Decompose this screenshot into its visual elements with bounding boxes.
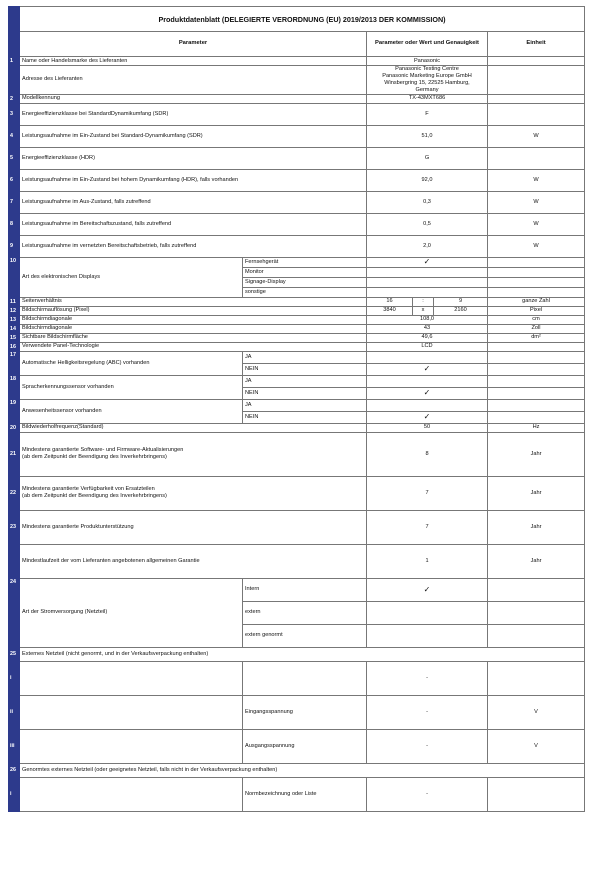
row-label: Sichtbare Bildschirmfläche bbox=[20, 333, 367, 342]
table-row: 7 Leistungsaufnahme im Aus-Zustand, falls zutreffend 0,3 W bbox=[9, 191, 585, 213]
table-row: 14 Bildschirmdiagonale 43 Zoll bbox=[9, 324, 585, 333]
table-row: 13 Bildschirmdiagonale 108,0 cm bbox=[9, 315, 585, 324]
check-icon: ✓ bbox=[367, 578, 488, 601]
row-value: 43 bbox=[367, 324, 488, 333]
row-label: Anwesenheitssensor vorhanden bbox=[20, 399, 243, 423]
check-icon: ✓ bbox=[367, 411, 488, 423]
row-value: 92,0 bbox=[367, 169, 488, 191]
row-value: 0,3 bbox=[367, 191, 488, 213]
row-value: 108,0 bbox=[367, 315, 488, 324]
row-label: Bildschirmdiagonale bbox=[20, 315, 367, 324]
row-unit: Pixel bbox=[488, 306, 585, 315]
table-row: iii Ausgangsspannung - V bbox=[9, 729, 585, 763]
row-label: Leistungsaufnahme im Aus-Zustand, falls zutreffend bbox=[20, 191, 367, 213]
row-label: Energieeffizienzklasse bei StandardDynamikumfang (SDR) bbox=[20, 103, 367, 125]
table-row: 2 Modellkennung TX-43MXT686 bbox=[9, 94, 585, 103]
table-row: 11 Seitenverhältnis 16 : 9 ganze Zahl bbox=[9, 297, 585, 306]
table-row: 9 Leistungsaufnahme im vernetzten Bereitschaftsbetrieb, falls zutreffend 2,0 W bbox=[9, 235, 585, 257]
row-label: Leistungsaufnahme im Ein-Zustand bei Standard-Dynamikumfang (SDR) bbox=[20, 125, 367, 147]
row-unit: W bbox=[488, 191, 585, 213]
row-value: 50 bbox=[367, 423, 488, 432]
row-unit: W bbox=[488, 213, 585, 235]
table-row: 22 Mindestens garantierte Verfügbarkeit von Ersatzteilen (ab dem Zeitpunkt der Beendigung des Inverkehrbringens) 7 Jahr bbox=[9, 476, 585, 510]
section-label: Externes Netzteil (nicht genormt, und in der Verkaufsverpackung enthalten) bbox=[20, 647, 585, 661]
row-value: - bbox=[367, 695, 488, 729]
resolution-b: 2160 bbox=[434, 306, 488, 315]
table-row: 25 Externes Netzteil (nicht genormt, und in der Verkaufsverpackung enthalten) bbox=[9, 647, 585, 661]
check-icon: ✓ bbox=[367, 363, 488, 375]
row-label: Art des elektronischen Displays bbox=[20, 257, 243, 297]
table-row: 24 Art der Stromversorgung (Netzteil) Intern ✓ bbox=[9, 578, 585, 601]
row-unit: W bbox=[488, 169, 585, 191]
table-row: i - bbox=[9, 661, 585, 695]
row-unit: Jahr bbox=[488, 510, 585, 544]
table-row: 12 Bildschirmauflösung (Pixel) 3840 x 2160 Pixel bbox=[9, 306, 585, 315]
supplier-address: Panasonic Testing Centre Panasonic Marketing Europe GmbH Winsbergring 15, 22525 Hamburg, Germany bbox=[367, 66, 488, 95]
row-unit: W bbox=[488, 235, 585, 257]
row-label: Art der Stromversorgung (Netzteil) bbox=[20, 578, 243, 647]
row-value: 7 bbox=[367, 510, 488, 544]
row-label: Mindestens garantierte Software- und Firmware-Aktualisierungen (ab dem Zeitpunkt der Beendigung des Inverkehrbringens) bbox=[20, 432, 367, 476]
title-row bbox=[9, 7, 585, 32]
table-row: 20 Bildwiederholfrequenz(Standard) 50 Hz bbox=[9, 423, 585, 432]
table-row: 18 Spracherkennungssensor vorhanden JA bbox=[9, 375, 585, 387]
row-label: Name oder Handelsmarke des Lieferanten bbox=[20, 57, 367, 66]
option-label: NEIN bbox=[243, 411, 367, 423]
product-info-table bbox=[8, 6, 585, 812]
option-label: JA bbox=[243, 351, 367, 363]
row-value: - bbox=[367, 661, 488, 695]
option-label: sonstige bbox=[243, 287, 367, 297]
product-data-sheet bbox=[8, 6, 584, 876]
row-unit: Hz bbox=[488, 423, 585, 432]
option-label: NEIN bbox=[243, 387, 367, 399]
row-unit: W bbox=[488, 125, 585, 147]
table-row: 23 Mindestens garantierte Produktunterstützung 7 Jahr bbox=[9, 510, 585, 544]
row-label: Bildwiederholfrequenz(Standard) bbox=[20, 423, 367, 432]
row-label: Leistungsaufnahme im Ein-Zustand bei hohem Dynamikumfang (HDR), falls vorhanden bbox=[20, 169, 367, 191]
table-row: 3 Energieeffizienzklasse bei StandardDynamikumfang (SDR) F bbox=[9, 103, 585, 125]
table-row: 21 Mindestens garantierte Software- und Firmware-Aktualisierungen (ab dem Zeitpunkt der Beendigung des Inverkehrbringens) 8 Jahr bbox=[9, 432, 585, 476]
table-row: 6 Leistungsaufnahme im Ein-Zustand bei hohem Dynamikumfang (HDR), falls vorhanden 92,0 W bbox=[9, 169, 585, 191]
row-value: LCD bbox=[367, 342, 488, 351]
row-label: Normbezeichnung oder Liste bbox=[243, 777, 367, 811]
table-row bbox=[9, 544, 585, 578]
row-label: Automatische Helligkeitsregelung (ABC) vorhanden bbox=[20, 351, 243, 375]
table-row: 26 Genormtes externes Netzteil (oder geeignetes Netzteil, falls nicht in der Verkaufsverpackung enthalten) bbox=[9, 763, 585, 777]
row-label: Leistungsaufnahme im vernetzten Bereitschaftsbetrieb, falls zutreffend bbox=[20, 235, 367, 257]
ratio-sep: : bbox=[413, 297, 434, 306]
section-label: Genormtes externes Netzteil (oder geeignetes Netzteil, falls nicht in der Verkaufsverpackung enthalten) bbox=[20, 763, 585, 777]
row-label: Mindestens garantierte Verfügbarkeit von Ersatzteilen (ab dem Zeitpunkt der Beendigung des Inverkehrbringens) bbox=[20, 476, 367, 510]
row-value: 2,0 bbox=[367, 235, 488, 257]
table-row bbox=[9, 66, 585, 95]
row-unit: ganze Zahl bbox=[488, 297, 585, 306]
row-label: Energieeffizienzklasse (HDR) bbox=[20, 147, 367, 169]
row-value: Panasonic bbox=[367, 57, 488, 66]
row-unit: Jahr bbox=[488, 432, 585, 476]
table-row: i Normbezeichnung oder Liste - bbox=[9, 777, 585, 811]
ratio-a: 16 bbox=[367, 297, 413, 306]
header-row bbox=[9, 32, 585, 57]
header-unit: Einheit bbox=[488, 32, 585, 57]
row-unit: cm bbox=[488, 315, 585, 324]
row-unit: Jahr bbox=[488, 544, 585, 578]
row-value: F bbox=[367, 103, 488, 125]
table-row: 17 Automatische Helligkeitsregelung (ABC) vorhanden JA bbox=[9, 351, 585, 363]
row-unit: V bbox=[488, 729, 585, 763]
ratio-b: 9 bbox=[434, 297, 488, 306]
row-value: 0,5 bbox=[367, 213, 488, 235]
option-label: NEIN bbox=[243, 363, 367, 375]
row-label: Ausgangsspannung bbox=[243, 729, 367, 763]
table-row: 19 Anwesenheitssensor vorhanden JA bbox=[9, 399, 585, 411]
option-label: Intern bbox=[243, 578, 367, 601]
table-row: 1 Name oder Handelsmarke des Lieferanten Panasonic bbox=[9, 57, 585, 66]
row-unit: Zoll bbox=[488, 324, 585, 333]
check-icon: ✓ bbox=[367, 257, 488, 267]
row-unit: V bbox=[488, 695, 585, 729]
option-label: JA bbox=[243, 375, 367, 387]
row-value: TX-43MXT686 bbox=[367, 94, 488, 103]
table-row: 4 Leistungsaufnahme im Ein-Zustand bei Standard-Dynamikumfang (SDR) 51,0 W bbox=[9, 125, 585, 147]
resolution-sep: x bbox=[413, 306, 434, 315]
row-value: 7 bbox=[367, 476, 488, 510]
row-label: Mindestens garantierte Produktunterstützung bbox=[20, 510, 367, 544]
row-label: Seitenverhältnis bbox=[20, 297, 367, 306]
row-value: - bbox=[367, 777, 488, 811]
resolution-a: 3840 bbox=[367, 306, 413, 315]
row-value: 8 bbox=[367, 432, 488, 476]
row-unit: dm² bbox=[488, 333, 585, 342]
row-unit: Jahr bbox=[488, 476, 585, 510]
sheet-title: Produktdatenblatt (DELEGIERTE VERORDNUNG (EU) 2019/2013 DER KOMMISSION) bbox=[20, 7, 585, 32]
header-parameter: Parameter bbox=[20, 32, 367, 57]
table-row: 15 Sichtbare Bildschirmfläche 49,6 dm² bbox=[9, 333, 585, 342]
row-label: Spracherkennungssensor vorhanden bbox=[20, 375, 243, 399]
row-label: Eingangsspannung bbox=[243, 695, 367, 729]
option-label: extern bbox=[243, 601, 367, 624]
check-icon: ✓ bbox=[367, 387, 488, 399]
row-label: Bildschirmdiagonale bbox=[20, 324, 367, 333]
option-label: JA bbox=[243, 399, 367, 411]
table-row: 5 Energieeffizienzklasse (HDR) G bbox=[9, 147, 585, 169]
option-label: Fernsehgerät bbox=[243, 257, 367, 267]
option-label: Signage-Display bbox=[243, 277, 367, 287]
row-label: Adresse des Lieferanten bbox=[20, 66, 367, 95]
row-label: Modellkennung bbox=[20, 94, 367, 103]
row-value: - bbox=[367, 729, 488, 763]
row-label: Mindestlaufzeit der vom Lieferanten angebotenen allgemeinen Garantie bbox=[20, 544, 367, 578]
option-label: Monitor bbox=[243, 267, 367, 277]
row-label: Bildschirmauflösung (Pixel) bbox=[20, 306, 367, 315]
row-label: Leistungsaufnahme im Bereitschaftszustand, falls zutreffend bbox=[20, 213, 367, 235]
row-value: 51,0 bbox=[367, 125, 488, 147]
row-value: 49,6 bbox=[367, 333, 488, 342]
table-row: ii Eingangsspannung - V bbox=[9, 695, 585, 729]
header-value: Parameter oder Wert und Genauigkeit bbox=[367, 32, 488, 57]
row-value: 1 bbox=[367, 544, 488, 578]
table-row: 8 Leistungsaufnahme im Bereitschaftszustand, falls zutreffend 0,5 W bbox=[9, 213, 585, 235]
table-row: 10 Art des elektronischen Displays Fernsehgerät ✓ bbox=[9, 257, 585, 267]
table-row: 16 Verwendete Panel-Technologie LCD bbox=[9, 342, 585, 351]
row-value: G bbox=[367, 147, 488, 169]
row-label: Verwendete Panel-Technologie bbox=[20, 342, 367, 351]
option-label: extern genormt bbox=[243, 624, 367, 647]
